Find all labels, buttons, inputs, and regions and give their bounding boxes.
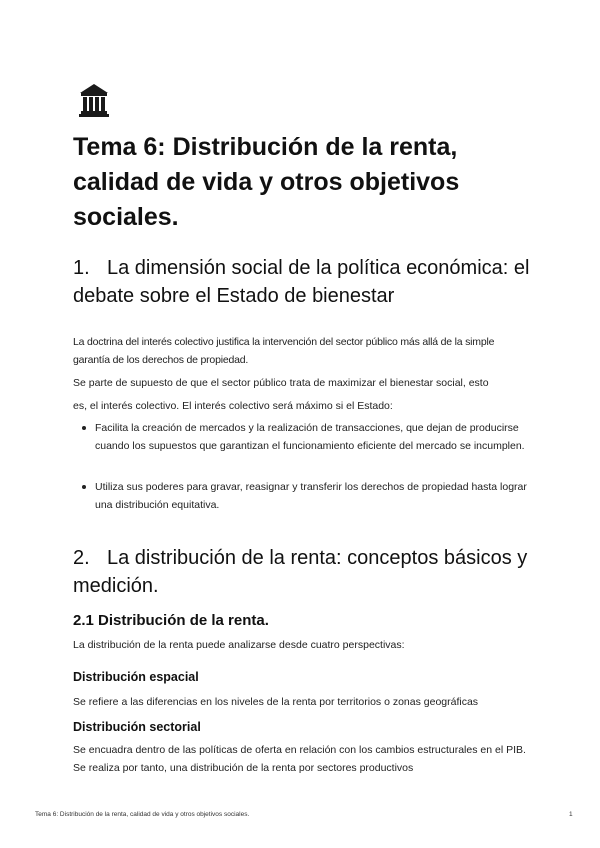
distribucion-sectorial-heading: Distribución sectorial — [73, 720, 201, 734]
section-2-heading — [73, 544, 543, 600]
subsection-2-1-text: La distribución de la renta puede analizarse desde cuatro perspectivas: — [73, 639, 405, 651]
section-1-paragraph-2-line-2: es, el interés colectivo. El interés colectivo será máximo si el Estado: — [73, 400, 393, 412]
section-1-paragraph-2-line-1: Se parte de supuesto de que el sector público trata de maximizar el bienestar social, esto — [73, 377, 489, 389]
section-1-heading-text: La dimensión social de la política económica: el debate sobre el Estado de bienestar — [73, 257, 530, 307]
distribucion-sectorial-text: Se encuadra dentro de las políticas de oferta en relación con los cambios estructurales en el PIB. Se realiza por tanto, una distribución de la renta por sectores productivos — [73, 744, 526, 774]
bullet-item: Facilita la creación de mercados y la realización de transacciones, que dejan de producirse cuando los supuestos que garantizan el funcionamiento eficiente del mercado se incumplen. — [82, 419, 527, 455]
section-1-paragraph-1: La doctrina del interés colectivo justifica la intervención del sector público más allá de la simple garantía de los derechos de propiedad. — [73, 336, 495, 366]
section-1-bullet-list — [82, 419, 527, 455]
bullet-item: Utiliza sus poderes para gravar, reasignar y transferir los derechos de propiedad hasta lograr una distribución equitativa. — [82, 478, 527, 514]
document-title: Tema 6: Distribución de la renta, calidad de vida y otros objetivos sociales. — [73, 133, 460, 231]
distribucion-espacial-heading: Distribución espacial — [73, 670, 199, 684]
footer-page-number: 1 — [569, 811, 573, 818]
bank-building-icon — [78, 82, 110, 118]
section-1-heading — [73, 254, 543, 310]
section-2-heading-text: La distribución de la renta: conceptos básicos y medición. — [73, 547, 528, 597]
section-2-number: 2. — [73, 547, 90, 569]
section-1-bullet-list-2 — [82, 478, 527, 514]
subsection-2-1-heading: 2.1 Distribución de la renta. — [73, 612, 269, 629]
footer-document-title: Tema 6: Distribución de la renta, calidad de vida y otros objetivos sociales. — [35, 811, 250, 818]
distribucion-espacial-text: Se refiere a las diferencias en los niveles de la renta por territorios o zonas geográficas — [73, 696, 479, 708]
section-1-number: 1. — [73, 257, 90, 279]
